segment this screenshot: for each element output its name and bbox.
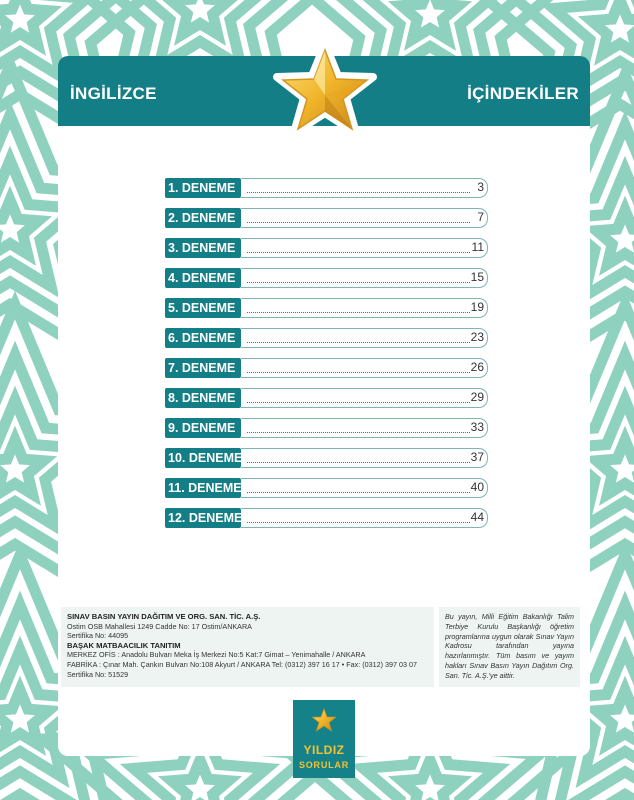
toc-leader-dots [247, 252, 470, 253]
toc-page-number: 33 [470, 420, 484, 434]
toc-row[interactable] [165, 298, 488, 318]
toc-page-number: 44 [470, 510, 484, 524]
toc-label: 5. DENEME [165, 298, 241, 318]
toc-leader-dots [247, 342, 470, 343]
toc-leader-dots [247, 492, 470, 493]
toc-leader-dots [247, 192, 470, 193]
toc-label: 11. DENEME [165, 478, 241, 498]
toc-row-frame [241, 508, 488, 528]
toc-page-number: 7 [477, 210, 484, 224]
toc-label: 6. DENEME [165, 328, 241, 348]
gold-star-icon [309, 705, 339, 735]
toc-leader-dots [247, 372, 470, 373]
toc-row[interactable] [165, 388, 488, 408]
toc-label: 8. DENEME [165, 388, 241, 408]
publisher-name: SINAV BASIN YAYIN DAĞITIM VE ORG. SAN. TİC. A.Ş. [67, 612, 261, 621]
toc-label: 3. DENEME [165, 238, 241, 258]
page-title: İÇİNDEKİLER [467, 84, 579, 103]
toc-row-frame [241, 448, 488, 468]
toc-page-number: 40 [470, 480, 484, 494]
toc-page-number: 26 [470, 360, 484, 374]
printer-factory: FABRİKA : Çınar Mah. Çankırı Bulvarı No:108 Akyurt / ANKARA Tel: (0312) 397 16 17 • Fax: (0312) 397 03 07 [67, 659, 417, 669]
toc-leader-dots [247, 462, 470, 463]
toc-row[interactable] [165, 358, 488, 378]
toc-label: 4. DENEME [165, 268, 241, 288]
gold-star-icon [270, 40, 380, 140]
printer-certificate: Sertifika No: 51529 [67, 669, 129, 679]
toc-row[interactable] [165, 508, 488, 528]
toc-row-frame [241, 238, 488, 258]
logo-line1: YILDIZ [303, 743, 345, 757]
toc-leader-dots [247, 312, 470, 313]
copyright-notice: Bu yayın, Milli Eğitim Bakanlığı Talim Terbiye Kurulu Başkanlığı öğretim programlarına uygun olarak Sınav Yayın Kadrosu tarafından yayına hazırlanmıştır. Tüm basım ve yayım hakları Sınav Basın Yayın Dağıtım Org. San. Tic. A.Ş.'ye aittir. [439, 607, 580, 687]
printer-name: BAŞAK MATBAACILIK TANITIM [67, 640, 181, 650]
toc-page-number: 15 [470, 270, 484, 284]
toc-row-frame [241, 208, 488, 228]
toc-label: 12. DENEME [165, 508, 241, 528]
toc-page-number: 29 [470, 390, 484, 404]
publisher-certificate: Sertifika No: 44095 [67, 631, 129, 641]
toc-row[interactable] [165, 178, 488, 198]
toc-row-frame [241, 328, 488, 348]
publisher-info [61, 607, 434, 687]
toc-label: 1. DENEME [165, 178, 241, 198]
toc-row-frame [241, 268, 488, 288]
toc-row[interactable] [165, 268, 488, 288]
toc-leader-dots [247, 222, 470, 223]
toc-row[interactable] [165, 328, 488, 348]
toc-row[interactable] [165, 208, 488, 228]
toc-row-frame [241, 388, 488, 408]
subject-title: İNGİLİZCE [70, 84, 157, 103]
toc-page-number: 37 [470, 450, 484, 464]
toc-page-number: 23 [470, 330, 484, 344]
toc-leader-dots [247, 282, 470, 283]
toc-list [165, 178, 488, 538]
toc-row-frame [241, 358, 488, 378]
yildiz-sorular-logo [293, 700, 355, 778]
toc-leader-dots [247, 432, 470, 433]
toc-label: 10. DENEME [165, 448, 241, 468]
toc-leader-dots [247, 522, 470, 523]
toc-row-frame [241, 178, 488, 198]
toc-page-number: 19 [470, 300, 484, 314]
toc-row[interactable] [165, 238, 488, 258]
toc-label: 7. DENEME [165, 358, 241, 378]
printer-office: MERKEZ OFİS : Anadolu Bulvarı Meka İş Merkezi No:5 Kat:7 Gimat – Yenimahalle / ANKARA [67, 650, 366, 660]
toc-row-frame [241, 298, 488, 318]
toc-page-number: 11 [471, 240, 484, 254]
toc-label: 9. DENEME [165, 418, 241, 438]
publisher-address: Ostim OSB Mahallesi 1249 Cadde No: 17 Ostim/ANKARA [67, 621, 252, 631]
toc-label: 2. DENEME [165, 208, 241, 228]
toc-row[interactable] [165, 448, 488, 468]
toc-row[interactable] [165, 418, 488, 438]
toc-row-frame [241, 418, 488, 438]
toc-leader-dots [247, 402, 470, 403]
toc-page-number: 3 [477, 180, 484, 194]
toc-row-frame [241, 478, 488, 498]
logo-line2: SORULAR [298, 760, 350, 770]
toc-row[interactable] [165, 478, 488, 498]
